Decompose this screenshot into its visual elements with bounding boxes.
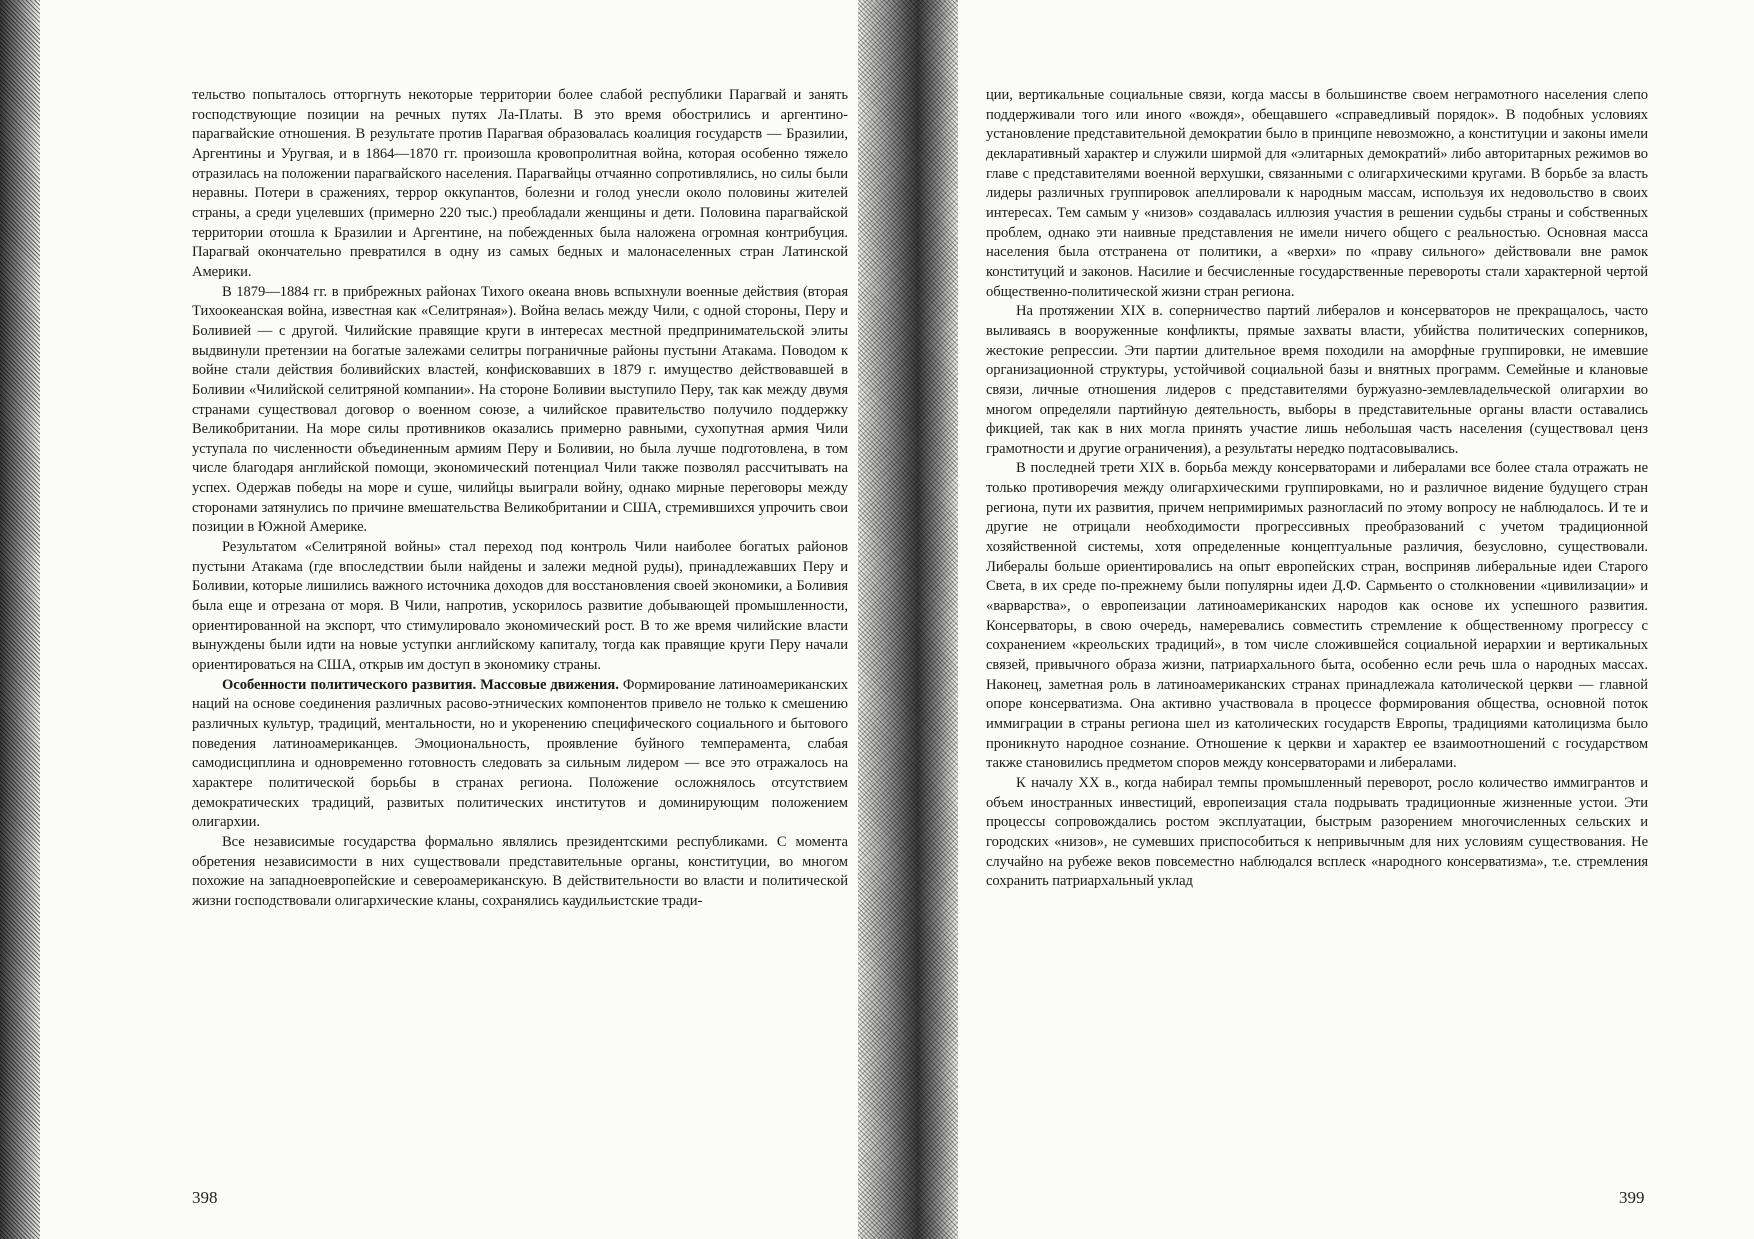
paragraph: К началу XX в., когда набирал темпы промышленный переворот, росло количество иммигрантов и объем иностранных инвестиций, европеизация стала подрывать традиционные жизненные устои. Эти процессы сопровождались ростом эксплуатации, быстрым разорением многочисленных сельских и городских «низов», не сумевших приспособиться к непривычным для них условиям существования. Не случайно на рубеже веков повсеместно наблюдался всплеск «народного консерватизма», т.е. стремления сохранить патриархальный уклад [986, 774, 1648, 890]
book-gutter [858, 0, 958, 1239]
paragraph: ции, вертикальные социальные связи, когда массы в большинстве своем неграмотного населения слепо поддерживали того или иного «вождя», обещавшего «справедливый порядок». В подобных условиях установление представительной демократии было в принципе невозможно, а конституции и законы имели декларативный характер и служили ширмой для «элитарных демократий» либо авторитарных режимов во главе с представителями военной верхушки, связанными с олигархическими кругами. В борьбе за власть лидеры различных группировок апеллировали к народным массам, используя их недовольство в своих интересах. Тем самым у «низов» создавалась иллюзия участия в решении судьбы страны и собственных проблем, однако эти наивные представления не имели ничего общего с реальностью. Основная масса населения была отстранена от политики, а «верхи» по «праву сильного» действовали вне рамок конституций и законов. Насилие и бесчисленные государственные перевороты стали характерной чертой общественно-политической жизни стран региона. [986, 87, 1648, 300]
section-paragraph [192, 676, 848, 833]
paragraph: В 1879—1884 гг. в прибрежных районах Тихого океана вновь вспыхнули военные действия (вторая Тихоокеанская война, известная как «Селитряная»). Война велась между Чили, с одной стороны, Перу и Боливией — с другой. Чилийские правящие круги в интересах местной предпринимательской элиты выдвинули претензии на богатые залежами селитры пограничные районы пустыни Атакама. Поводом к войне стали действия боливийских властей, конфисковавших в 1879 г. имущество действовавшей в Боливии «Чилийской селитряной компании». На стороне Боливии выступило Перу, так как между двумя странами существовал договор о военном союзе, а чилийское правительство получило поддержку Великобритании. На море силы противников оказались примерно равными, сухопутная армия Чили уступала по численности объединенным армиям Перу и Боливии, но была лучше подготовлена, в том числе благодаря английской помощи, экономический потенциал Чили также позволял рассчитывать на успех. Одержав победы на море и суше, чилийцы выиграли войну, однако мирные переговоры между сторонами затянулись по причине вмешательства Великобритании и США, стремившихся упрочить свои позиции в Южной Америке. [192, 283, 848, 536]
paragraph: На протяжении XIX в. соперничество партий либералов и консерваторов не прекращалось, часто выливаясь в вооруженные конфликты, прямые захваты власти, убийства политических соперников, жестокие репрессии. Эти партии длительное время походили на аморфные группировки, не имевшие организационной структуры, устойчивой социальной базы и внятных программ. Семейные и клановые связи, личные отношения лидеров с представителями буржуазно-землевладельческой олигархии во многом определяли партийную деятельность, выборы в представительные органы власти оставались фикцией, так как в них могла принять участие лишь небольшая часть населения (существовал ценз грамотности и другие ограничения), а результаты нередко подтасовывались. [986, 303, 1648, 457]
page-number: 399 [1619, 1188, 1645, 1207]
page-number: 398 [192, 1188, 218, 1207]
left-page [192, 86, 848, 912]
section-text: Формирование латиноамериканских наций на основе соединения различных расово-этнических компонентов привело не только к смешению различных культур, традиций, ментальности, но и укоренению специфического социального и бытового поведения латиноамериканцев. Эмоциональность, проявление буйного темперамента, слабая самодисциплина и одновременно готовность следовать за сильным лидером — все это отражалось на характере политической борьбы в странах региона. Положение осложнялось отсутствием демократических традиций, развитых политических институтов и доминирующим положением олигархии. [192, 676, 848, 831]
paragraph: Результатом «Селитряной войны» стал переход под контроль Чили наиболее богатых районов пустыни Атакама (где впоследствии были найдены и залежи медной руды), принадлежавших Перу и Боливии, которые лишились важного источника доходов для восстановления своей экономики, а Боливия была еще и отрезана от моря. В Чили, напротив, ускорилось развитие добывающей промышленности, ориентированной на экспорт, что стимулировало экономический рост. В то же время чилийские власти вынуждены были идти на новые уступки английскому капиталу, тогда как правящие круги Перу начали ориентироваться на США, открыв им доступ в экономику страны. [192, 539, 848, 674]
paragraph: В последней трети XIX в. борьба между консерваторами и либералами все более стала отражать не только противоречия между олигархическими группировками, но и различное видение будущего стран региона, пути их развития, причем непримиримых разногласий по этому вопросу не наблюдалось. И те и другие не отрицали необходимости прогрессивных преобразований с учетом традиционной хозяйственной системы, хотя определенные концептуальные различия, безусловно, существовали. Либералы больше ориентировались на опыт европейских стран, восприняв либеральные идеи Старого Света, в их среде по-прежнему были популярны идеи Д.Ф. Сармьенто о столкновении «цивилизации» и «варварства», о европеизации латиноамериканских народов как основе их успешного развития. Консерваторы, в свою очередь, намеревались совместить стремление к общественному прогрессу с сохранением «креольских традиций», в том числе сложившейся социальной иерархии и вертикальных связей, привычного образа жизни, патриархального быта, особенно если речь шла о народных массах. Наконец, заметная роль в латиноамериканских странах принадлежала католической церкви — главной опоре консерватизма. Она активно участвовала в процессе формирования общества, основной поток иммиграции в страны региона шел из католических государств Европы, традициями католицизма было проникнуто народное сознание. Отношение к церкви и характер ее взаимоотношений с государством также становились предметом споров между консерваторами и либералами. [986, 460, 1648, 772]
page-edge-shadow [0, 0, 40, 1239]
paragraph: Все независимые государства формально являлись президентскими республиками. С момента обретения независимости в них существовали представительные органы, конституции, во многом похожие на западноевропейские и североамериканскую. В действительности во власти и политической жизни господствовали олигархические кланы, сохранялись каудильистские тради- [192, 833, 848, 909]
right-page [986, 86, 1648, 892]
section-heading: Особенности политического развития. Массовые движения. [222, 676, 619, 693]
paragraph: тельство попыталось отторгнуть некоторые территории более слабой республики Парагвай и занять господствующие позиции на речных путях Ла-Платы. В это время обострились и аргентино-парагвайские отношения. В результате против Парагвая образовалась коалиция государств — Бразилии, Аргентины и Уругвая, и в 1864—1870 гг. произошла кровопролитная война, которая особенно тяжело отразилась на положении парагвайского населения. Парагвайцы отчаянно сопротивлялись, но силы были неравны. Потери в сражениях, террор оккупантов, болезни и голод унесли около половины жителей страны, а среди уцелевших (примерно 220 тыс.) преобладали женщины и дети. Половина парагвайской территории отошла к Бразилии и Аргентине, на побежденных была наложена огромная контрибуция. Парагвай окончательно превратился в одну из самых бедных и малонаселенных стран Латинской Америки. [192, 87, 848, 280]
